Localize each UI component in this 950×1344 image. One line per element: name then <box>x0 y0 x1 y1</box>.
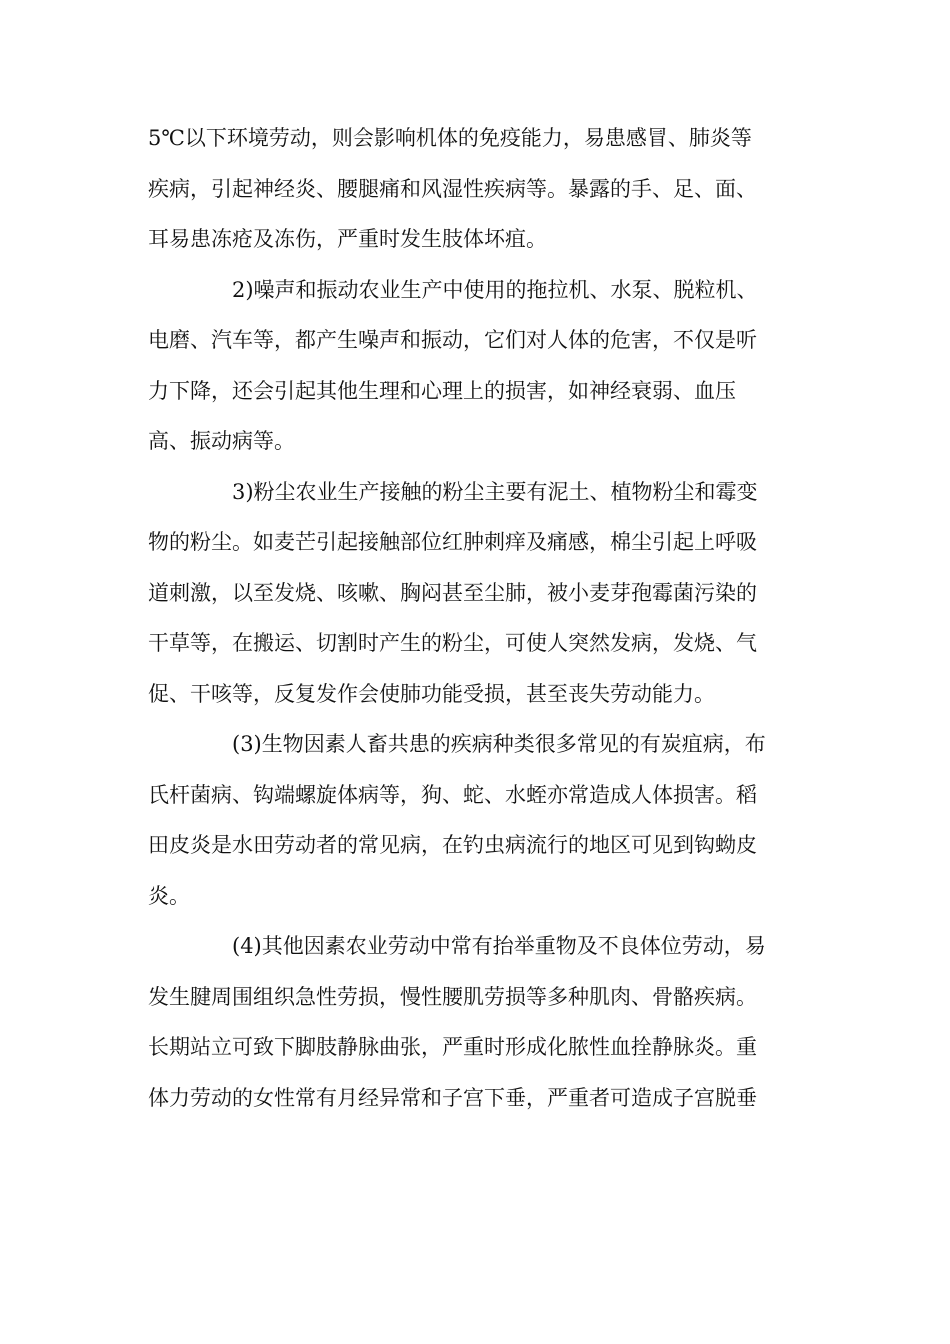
text-line: 物的粉尘。如麦芒引起接触部位红肿刺痒及痛感，棉尘引起上呼吸 <box>148 530 757 554</box>
text-line: 炎。 <box>148 883 190 908</box>
text-line: 力下降，还会引起其他生理和心理上的损害，如神经衰弱、血压 <box>148 378 736 403</box>
text-line: 道刺激，以至发烧、咳嗽、胸闷甚至尘肺，被小麦芽孢霉菌污染的 <box>148 580 757 605</box>
text-line: 耳易患冻疮及冻伤，严重时发生肢体坏疽。 <box>148 227 547 251</box>
paragraph-heading-line: 3)粉尘农业生产接触的粉尘主要有泥土、植物粉尘和霉变 <box>232 479 758 504</box>
text-line: 体力劳动的女性常有月经异常和子宫下垂，严重者可造成子宫脱垂 <box>148 1085 757 1110</box>
text-line: 干草等，在搬运、切割时产生的粉尘，可使人突然发病，发烧、气 <box>148 631 757 655</box>
text-line: 高、振动病等。 <box>148 429 295 453</box>
document-body <box>148 113 800 1123</box>
text-line: 发生腱周围组织急性劳损，慢性腰肌劳损等多种肌肉、骨骼疾病。 <box>148 984 757 1009</box>
paragraph-heading-line: (3)生物因素人畜共患的疾病种类很多常见的有炭疽病，布 <box>232 732 766 756</box>
text-line: 5℃以下环境劳动，则会影响机体的免疫能力，易患感冒、肺炎等 <box>148 126 752 150</box>
text-line: 疾病，引起神经炎、腰腿痛和风湿性疾病等。暴露的手、足、面、 <box>148 176 757 201</box>
paragraph-heading-line: (4)其他因素农业劳动中常有抬举重物及不良体位劳动，易 <box>232 934 766 958</box>
text-line: 电磨、汽车等，都产生噪声和振动，它们对人体的危害，不仅是听 <box>148 328 757 352</box>
text-line: 田皮炎是水田劳动者的常见病，在钓虫病流行的地区可见到钩蚴皮 <box>148 833 757 857</box>
text-line: 氏杆菌病、钩端螺旋体病等，狗、蛇、水蛭亦常造成人体损害。稻 <box>148 782 757 807</box>
text-line: 促、干咳等，反复发作会使肺功能受损，甚至丧失劳动能力。 <box>148 681 715 706</box>
text-line: 长期站立可致下脚肢静脉曲张，严重时形成化脓性血拴静脉炎。重 <box>148 1035 757 1059</box>
paragraph-heading-line: 2)噪声和振动农业生产中使用的拖拉机、水泵、脱粒机、 <box>232 277 758 302</box>
